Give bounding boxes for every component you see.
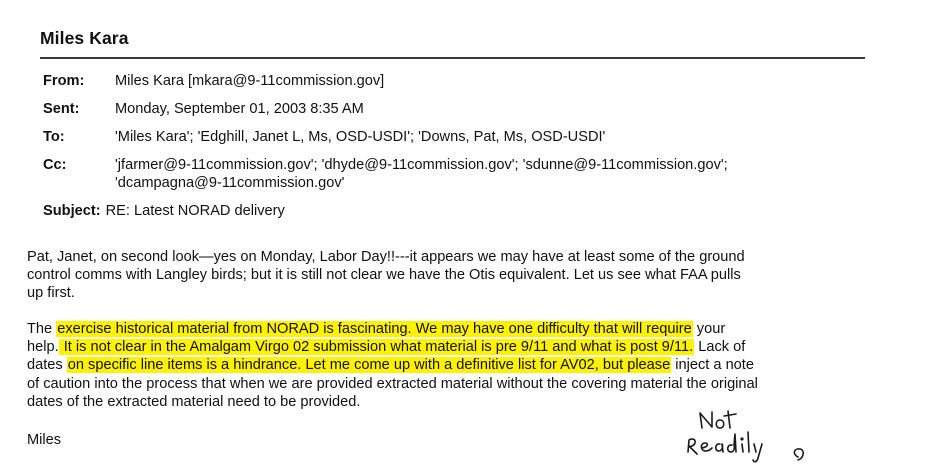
- highlighted-text: It is not clear in the Amalgam Virgo 02 submission what material is pre 9/11 and what is post 9/11.: [59, 339, 694, 356]
- subject-label: Subject:: [43, 203, 101, 219]
- cc-line-1: 'jfarmer@9-11commission.gov'; 'dhyde@9-11commission.gov'; 'sdunne@9-11commission.gov';: [115, 157, 728, 173]
- from-label: From:: [43, 73, 85, 89]
- handwriting-stroke: [716, 444, 723, 452]
- body-paragraph-1: [27, 248, 887, 303]
- handwritten-annotation: [676, 402, 836, 465]
- body-line: [27, 356, 887, 374]
- cc-label: Cc:: [43, 157, 67, 173]
- cc-line-2: 'dcampagna@9-11commission.gov': [115, 175, 345, 191]
- handwriting-stroke: [688, 439, 697, 454]
- handwriting-stroke: [700, 412, 712, 428]
- handwriting-stroke: [728, 434, 736, 452]
- to-value: 'Miles Kara'; 'Edghill, Janet L, Ms, OSD-USDI'; 'Downs, Pat, Ms, OSD-USDI': [115, 129, 606, 145]
- body-line: dates of the extracted material need to be provided.: [27, 393, 361, 410]
- body-line: control comms with Langley birds; but it is still not clear we have the Otis equivalent. Let us see what FAA pulls: [27, 267, 741, 284]
- body-text-segment: Lack of: [694, 339, 746, 356]
- from-row: [43, 72, 384, 90]
- highlighted-text: exercise historical material from NORAD is fascinating. We may have one difficulty that will require: [57, 321, 692, 337]
- body-text-segment: your: [692, 321, 726, 337]
- sender-name: Miles Kara: [40, 28, 129, 48]
- body-text-segment: help.: [27, 339, 59, 356]
- handwriting-stroke: [701, 443, 712, 451]
- handwriting-stroke: [748, 432, 749, 452]
- highlighted-text: on specific line items is a hindrance. Let me come up with a definitive list for AV02, but please: [67, 357, 671, 374]
- body-line: [27, 338, 887, 356]
- to-row: [43, 128, 605, 146]
- handwriting-stroke: [724, 411, 736, 428]
- body-text-segment: The: [27, 321, 57, 337]
- cc-row: [43, 156, 728, 192]
- cc-value: [115, 156, 728, 192]
- body-line: up first.: [27, 285, 75, 302]
- handwriting-stroke: [716, 420, 724, 428]
- handwriting-dot: [741, 438, 743, 440]
- to-label: To:: [43, 129, 65, 145]
- body-line: of caution into the process that when we are provided extracted material without the covering material the original: [27, 375, 758, 392]
- sent-row: [43, 100, 364, 118]
- subject-value: RE: Latest NORAD delivery: [105, 203, 285, 219]
- from-value: Miles Kara [mkara@9-11commission.gov]: [115, 73, 385, 89]
- subject-row: [43, 202, 285, 220]
- body-text-segment: inject a note: [671, 357, 754, 374]
- body-line: Pat, Janet, on second look—yes on Monday, Labor Day!!---it appears we may have at least some of the ground: [27, 249, 745, 265]
- sent-value: Monday, September 01, 2003 8:35 AM: [115, 101, 364, 117]
- body-text-segment: dates: [27, 357, 67, 374]
- handwriting-stroke: [794, 449, 803, 460]
- handwriting-stroke: [753, 444, 762, 462]
- body-paragraph-2: [27, 320, 887, 411]
- header-divider: [40, 57, 865, 59]
- sent-label: Sent:: [43, 101, 80, 117]
- signoff: Miles: [27, 432, 62, 448]
- body-line: [27, 320, 887, 338]
- handwriting-stroke: [742, 444, 743, 452]
